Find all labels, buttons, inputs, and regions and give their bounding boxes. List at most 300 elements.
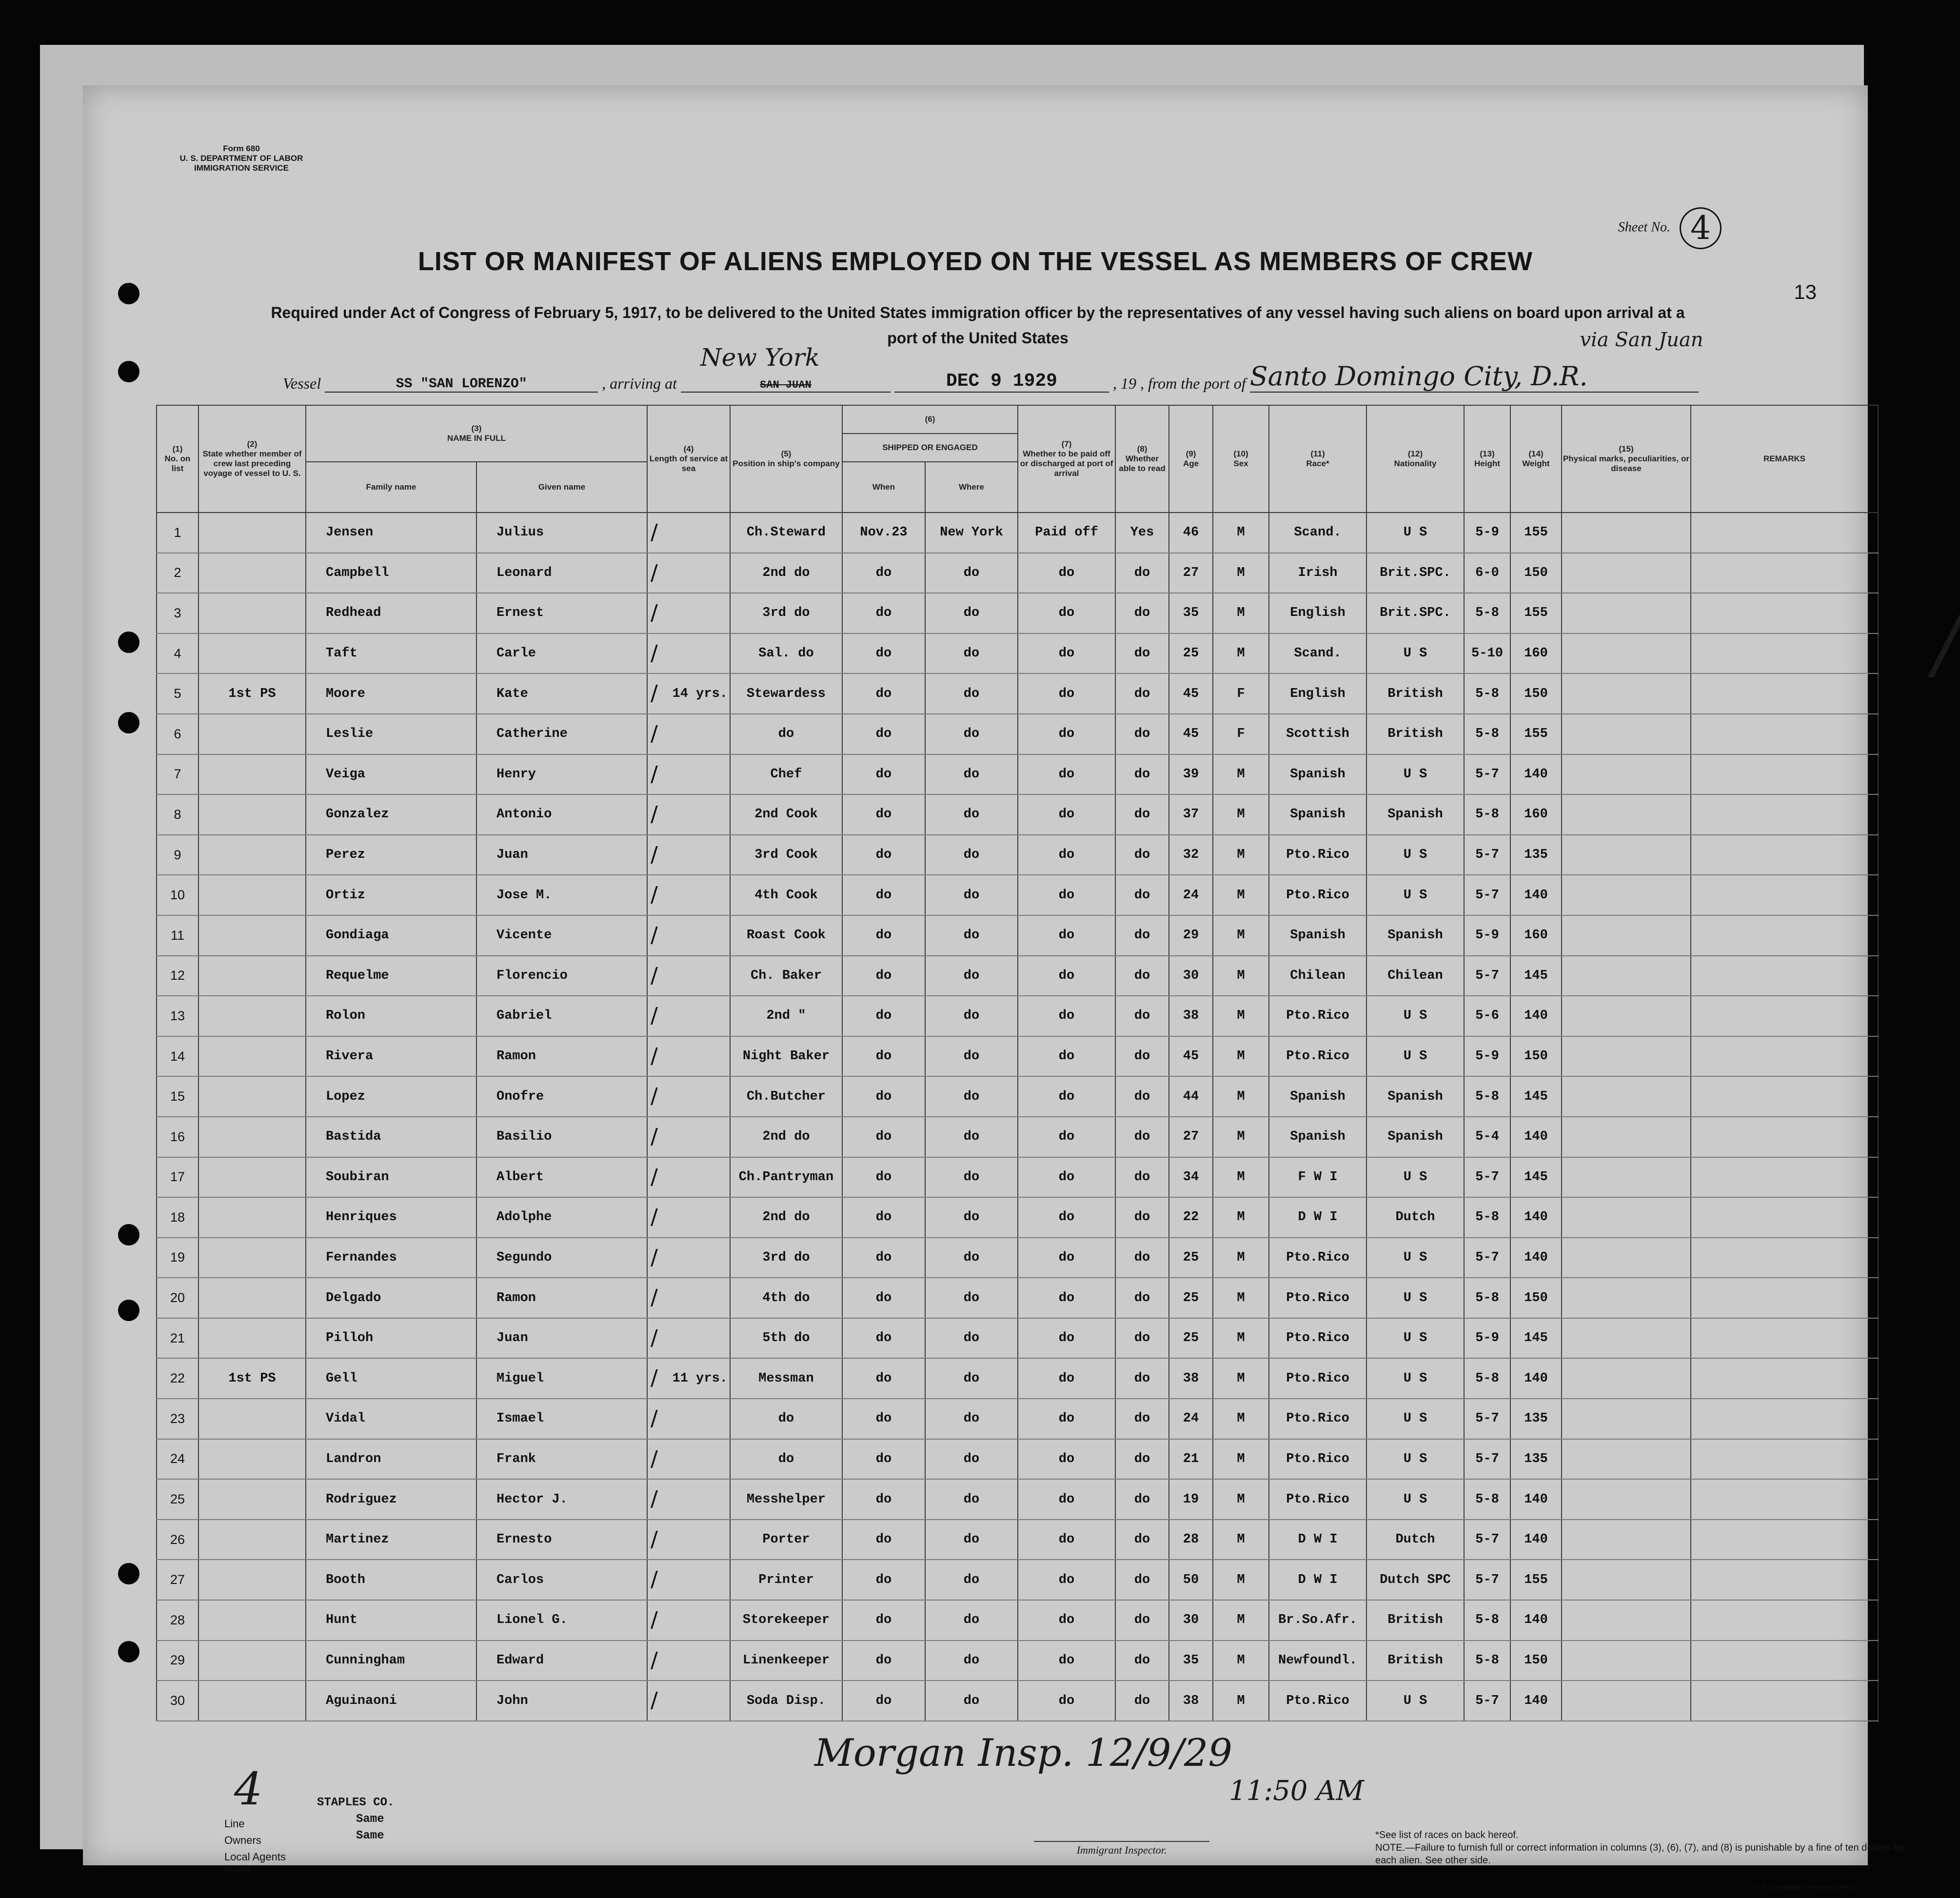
cell-marks [1562, 1520, 1691, 1560]
cell-service [647, 996, 730, 1036]
col-paid-header: (7) Whether to be paid off or discharged at port of arrival [1018, 405, 1115, 513]
checkmark-icon: / [651, 1526, 658, 1552]
cell-nationality: Dutch [1366, 1520, 1464, 1560]
cell-read: do [1115, 754, 1169, 795]
sheet-label: Sheet No. [1618, 219, 1670, 235]
cell-sex: M [1213, 1076, 1269, 1117]
cell-age: 25 [1169, 1278, 1213, 1318]
cell-position: 4th do [730, 1278, 842, 1318]
cell-family: Rivera [306, 1036, 476, 1077]
cell-given: Henry [476, 754, 647, 795]
cell-marks [1562, 754, 1691, 795]
cell-height: 5-9 [1464, 915, 1510, 956]
cell-when: Nov.23 [842, 513, 925, 553]
checkmark-icon: / [651, 1205, 658, 1230]
cell-sex: M [1213, 1439, 1269, 1480]
cell-family: Perez [306, 835, 476, 875]
table-row [157, 996, 1878, 1036]
cell-height: 5-9 [1464, 513, 1510, 553]
table-row [157, 754, 1878, 795]
cell-paid: do [1018, 1117, 1115, 1157]
cell-given: Juan [476, 1318, 647, 1359]
cell-service [647, 1197, 730, 1238]
cell-when: do [842, 1681, 925, 1721]
cell-no: 14 [157, 1036, 198, 1077]
cell-family: Campbell [306, 553, 476, 593]
cell-position: Linenkeeper [730, 1641, 842, 1681]
cell-height: 5-8 [1464, 1600, 1510, 1641]
cell-marks [1562, 1318, 1691, 1359]
cell-weight: 155 [1510, 513, 1562, 553]
cell-sex: M [1213, 1238, 1269, 1278]
cell-marks [1562, 1439, 1691, 1480]
cell-family: Soubiran [306, 1157, 476, 1198]
cell-position: 2nd do [730, 1197, 842, 1238]
cell-remarks [1691, 1641, 1878, 1681]
cell-state [198, 1439, 306, 1480]
cell-given: Ramon [476, 1278, 647, 1318]
cell-sex: M [1213, 553, 1269, 593]
cell-position: do [730, 1399, 842, 1439]
cell-paid: do [1018, 714, 1115, 754]
cell-family: Requelme [306, 956, 476, 996]
cell-position: Storekeeper [730, 1600, 842, 1641]
cell-position: Printer [730, 1560, 842, 1600]
page-subtitle [156, 300, 1800, 351]
cell-where: do [925, 1358, 1018, 1399]
cell-paid: do [1018, 754, 1115, 795]
footer-values [317, 1795, 394, 1844]
cell-marks [1562, 1600, 1691, 1641]
cell-when: do [842, 673, 925, 714]
cell-state [198, 1278, 306, 1318]
vessel-label: Vessel [283, 375, 321, 392]
cell-given: Vicente [476, 915, 647, 956]
col-state-header: (2) State whether member of crew last preceding voyage of vessel to U. S. [198, 405, 306, 513]
cell-paid: Paid off [1018, 513, 1115, 553]
cell-given: Carlos [476, 1560, 647, 1600]
checkmark-icon: / [651, 1365, 658, 1391]
checkmark-icon: / [651, 1164, 658, 1189]
cell-state [198, 1117, 306, 1157]
cell-marks [1562, 1399, 1691, 1439]
cell-marks [1562, 673, 1691, 714]
cell-age: 44 [1169, 1076, 1213, 1117]
cell-remarks [1691, 1318, 1878, 1359]
cell-sex: M [1213, 754, 1269, 795]
cell-read: do [1115, 1600, 1169, 1641]
cell-remarks [1691, 1358, 1878, 1399]
cell-remarks [1691, 1600, 1878, 1641]
cell-read: do [1115, 1560, 1169, 1600]
cell-state [198, 1560, 306, 1600]
cell-nationality: U S [1366, 1479, 1464, 1520]
cell-service [647, 875, 730, 915]
cell-nationality: U S [1366, 835, 1464, 875]
cell-given: Carle [476, 633, 647, 674]
cell-race: Pto.Rico [1269, 875, 1366, 915]
cell-where: do [925, 1641, 1018, 1681]
cell-no: 29 [157, 1641, 198, 1681]
col-position-header: (5) Position in ship's company [730, 405, 842, 513]
cell-family: Booth [306, 1560, 476, 1600]
checkmark-icon: / [651, 560, 658, 585]
cell-remarks [1691, 996, 1878, 1036]
checkmark-icon: / [651, 600, 658, 626]
cell-weight: 140 [1510, 1117, 1562, 1157]
cell-marks [1562, 513, 1691, 553]
cell-family: Pilloh [306, 1318, 476, 1359]
cell-weight: 145 [1510, 1076, 1562, 1117]
cell-no: 15 [157, 1076, 198, 1117]
line-label: Line [224, 1818, 245, 1830]
cell-service [647, 1399, 730, 1439]
cell-race: Spanish [1269, 1076, 1366, 1117]
cell-state [198, 1318, 306, 1359]
cell-marks [1562, 996, 1691, 1036]
cell-height: 5-8 [1464, 1197, 1510, 1238]
cell-paid: do [1018, 553, 1115, 593]
cell-family: Jensen [306, 513, 476, 553]
cell-height: 5-7 [1464, 1560, 1510, 1600]
cell-sex: M [1213, 1157, 1269, 1198]
cell-paid: do [1018, 673, 1115, 714]
cell-where: do [925, 593, 1018, 633]
table-row [157, 1641, 1878, 1681]
cell-given: Edward [476, 1641, 647, 1681]
date-stamp: DEC 9 1929 [894, 371, 1109, 393]
cell-read: do [1115, 1439, 1169, 1480]
cell-remarks [1691, 1157, 1878, 1198]
cell-remarks [1691, 513, 1878, 553]
cell-given: Albert [476, 1157, 647, 1198]
cell-weight: 135 [1510, 835, 1562, 875]
manifest-sheet [83, 85, 1960, 1891]
cell-state [198, 956, 306, 996]
cell-state [198, 1681, 306, 1721]
cell-read: do [1115, 1197, 1169, 1238]
cell-service [647, 915, 730, 956]
cell-position: 2nd do [730, 1117, 842, 1157]
cell-state [198, 1197, 306, 1238]
cell-read: do [1115, 593, 1169, 633]
cell-family: Moore [306, 673, 476, 714]
cell-age: 27 [1169, 553, 1213, 593]
cell-marks [1562, 633, 1691, 674]
cell-read: do [1115, 915, 1169, 956]
cell-weight: 140 [1510, 996, 1562, 1036]
cell-where: do [925, 794, 1018, 835]
margin-mark: / [1934, 597, 1960, 689]
table-row [157, 794, 1878, 835]
cell-no: 10 [157, 875, 198, 915]
cell-when: do [842, 1479, 925, 1520]
checkmark-icon: / [651, 1084, 658, 1109]
cell-sex: M [1213, 1399, 1269, 1439]
table-row [157, 1238, 1878, 1278]
checkmark-icon: / [651, 520, 658, 545]
cell-family: Vidal [306, 1399, 476, 1439]
cell-remarks [1691, 835, 1878, 875]
cell-remarks [1691, 754, 1878, 795]
checkmark-icon: / [651, 1325, 658, 1350]
cell-no: 28 [157, 1600, 198, 1641]
checkmark-icon: / [651, 882, 658, 908]
cell-age: 22 [1169, 1197, 1213, 1238]
cell-no: 16 [157, 1117, 198, 1157]
cell-height: 5-8 [1464, 593, 1510, 633]
cell-paid: do [1018, 915, 1115, 956]
cell-weight: 140 [1510, 754, 1562, 795]
cell-age: 25 [1169, 1238, 1213, 1278]
cell-read: do [1115, 1520, 1169, 1560]
cell-marks [1562, 1076, 1691, 1117]
cell-nationality: U S [1366, 1399, 1464, 1439]
table-row [157, 1076, 1878, 1117]
cell-no: 12 [157, 956, 198, 996]
cell-height: 5-8 [1464, 714, 1510, 754]
checkmark-icon: / [651, 761, 658, 787]
cell-when: do [842, 754, 925, 795]
cell-position: 3rd Cook [730, 835, 842, 875]
table-row [157, 1157, 1878, 1198]
cell-age: 35 [1169, 593, 1213, 633]
cell-height: 5-7 [1464, 1238, 1510, 1278]
col-family-header: Family name [306, 462, 476, 513]
owners-value: Same [356, 1813, 384, 1826]
cell-remarks [1691, 1036, 1878, 1077]
cell-family: Delgado [306, 1278, 476, 1318]
cell-position: Messhelper [730, 1479, 842, 1520]
cell-marks [1562, 1681, 1691, 1721]
cell-read: do [1115, 875, 1169, 915]
cell-where: do [925, 673, 1018, 714]
cell-sex: M [1213, 956, 1269, 996]
from-port [1249, 329, 1703, 393]
col-read-header: (8) Whether able to read [1115, 405, 1169, 513]
cell-sex: F [1213, 673, 1269, 714]
cell-age: 46 [1169, 513, 1213, 553]
cell-height: 5-7 [1464, 875, 1510, 915]
cell-height: 5-7 [1464, 1681, 1510, 1721]
cell-height: 5-8 [1464, 1641, 1510, 1681]
cell-no: 3 [157, 593, 198, 633]
cell-nationality: British [1366, 714, 1464, 754]
cell-when: do [842, 1197, 925, 1238]
table-row [157, 1681, 1878, 1721]
cell-service [647, 1076, 730, 1117]
col-given-header: Given name [476, 462, 647, 513]
cell-sex: M [1213, 633, 1269, 674]
cell-where: New York [925, 513, 1018, 553]
cell-state [198, 794, 306, 835]
cell-given: Florencio [476, 956, 647, 996]
cell-family: Rolon [306, 996, 476, 1036]
note-failure: NOTE.—Failure to furnish full or correct information in columns (3), (6), (7), and (8) is punishable by a fine of ten dollars for each alien. See other side. [1375, 1842, 1904, 1866]
cell-family: Lopez [306, 1076, 476, 1117]
table-row [157, 1036, 1878, 1077]
cell-height: 5-7 [1464, 835, 1510, 875]
cell-family: Leslie [306, 714, 476, 754]
cell-race: D W I [1269, 1560, 1366, 1600]
cell-family: Ortiz [306, 875, 476, 915]
checkmark-icon: / [651, 802, 658, 827]
cell-state [198, 915, 306, 956]
cell-remarks [1691, 1399, 1878, 1439]
cell-position: 3rd do [730, 593, 842, 633]
cell-height: 5-4 [1464, 1117, 1510, 1157]
cell-state [198, 1399, 306, 1439]
cell-race: Pto.Rico [1269, 1439, 1366, 1480]
cell-no: 20 [157, 1278, 198, 1318]
col-no-header: (1) No. on list [157, 405, 198, 513]
cell-family: Gell [306, 1358, 476, 1399]
cell-sex: M [1213, 794, 1269, 835]
cell-position: 2nd do [730, 553, 842, 593]
cell-service [647, 1681, 730, 1721]
cell-read: do [1115, 1076, 1169, 1117]
cell-weight: 145 [1510, 956, 1562, 996]
cell-weight: 150 [1510, 1036, 1562, 1077]
cell-no: 30 [157, 1681, 198, 1721]
footer-labels [224, 1816, 286, 1873]
cell-nationality: U S [1366, 1157, 1464, 1198]
cell-race: Pto.Rico [1269, 1399, 1366, 1439]
cell-age: 45 [1169, 714, 1213, 754]
cell-paid: do [1018, 1076, 1115, 1117]
cell-read: do [1115, 1479, 1169, 1520]
cell-paid: do [1018, 1197, 1115, 1238]
cell-race: Spanish [1269, 754, 1366, 795]
col-name-header: (3) NAME IN FULL [306, 405, 647, 462]
department-name: U. S. DEPARTMENT OF LABOR [179, 154, 303, 163]
arriving-label: , arriving at [602, 375, 677, 392]
cell-age: 38 [1169, 1358, 1213, 1399]
cell-when: do [842, 1439, 925, 1480]
cell-when: do [842, 996, 925, 1036]
cell-where: do [925, 996, 1018, 1036]
cell-position: Soda Disp. [730, 1681, 842, 1721]
cell-when: do [842, 1358, 925, 1399]
cell-paid: do [1018, 1560, 1115, 1600]
cell-service [647, 1318, 730, 1359]
checkmark-icon: / [651, 1285, 658, 1310]
cell-when: do [842, 1076, 925, 1117]
cell-sex: M [1213, 835, 1269, 875]
checkmark-icon: / [651, 1124, 658, 1149]
cell-given: Hector J. [476, 1479, 647, 1520]
cell-height: 6-0 [1464, 553, 1510, 593]
cell-nationality: U S [1366, 513, 1464, 553]
cell-when: do [842, 1117, 925, 1157]
cell-read: do [1115, 1641, 1169, 1681]
cell-age: 30 [1169, 956, 1213, 996]
cell-position: Porter [730, 1520, 842, 1560]
cell-nationality: U S [1366, 1278, 1464, 1318]
cell-given: Jose M. [476, 875, 647, 915]
cell-sex: M [1213, 1197, 1269, 1238]
col-remarks-header: REMARKS [1691, 405, 1878, 513]
arriving-port-struck: SAN JUAN [760, 379, 812, 391]
form-number: Form 680 [223, 144, 260, 153]
line-value: STAPLES CO. [317, 1796, 395, 1809]
cell-where: do [925, 956, 1018, 996]
cell-sex: M [1213, 513, 1269, 553]
cell-height: 5-7 [1464, 1439, 1510, 1480]
cell-given: Juan [476, 835, 647, 875]
cell-marks [1562, 794, 1691, 835]
cell-sex: F [1213, 714, 1269, 754]
checkmark-icon: / [651, 963, 658, 988]
cell-race: D W I [1269, 1520, 1366, 1560]
cell-service [647, 513, 730, 553]
cell-given: Ismael [476, 1399, 647, 1439]
cell-nationality: U S [1366, 1238, 1464, 1278]
cell-when: do [842, 1278, 925, 1318]
cell-nationality: U S [1366, 1681, 1464, 1721]
cell-remarks [1691, 915, 1878, 956]
cell-weight: 145 [1510, 1318, 1562, 1359]
cell-nationality: Spanish [1366, 1117, 1464, 1157]
cell-nationality: U S [1366, 754, 1464, 795]
cell-height: 5-7 [1464, 956, 1510, 996]
cell-weight: 135 [1510, 1399, 1562, 1439]
cell-age: 35 [1169, 1641, 1213, 1681]
cell-service [647, 1600, 730, 1641]
cell-read: do [1115, 956, 1169, 996]
cell-state [198, 1479, 306, 1520]
cell-given: Leonard [476, 553, 647, 593]
cell-height: 5-8 [1464, 1278, 1510, 1318]
cell-where: do [925, 875, 1018, 915]
cell-age: 37 [1169, 794, 1213, 835]
cell-race: Br.So.Afr. [1269, 1600, 1366, 1641]
cell-when: do [842, 1600, 925, 1641]
cell-paid: do [1018, 1238, 1115, 1278]
cell-position: Sal. do [730, 633, 842, 674]
punch-hole [118, 712, 139, 733]
cell-given: Basilio [476, 1117, 647, 1157]
cell-given: Gabriel [476, 996, 647, 1036]
cell-paid: do [1018, 1157, 1115, 1198]
col-where-header: Where [925, 462, 1018, 513]
cell-state [198, 1641, 306, 1681]
cell-remarks [1691, 1076, 1878, 1117]
cell-where: do [925, 1600, 1018, 1641]
cell-where: do [925, 1157, 1018, 1198]
table-row [157, 1197, 1878, 1238]
cell-read: do [1115, 794, 1169, 835]
cell-state [198, 593, 306, 633]
cell-nationality: U S [1366, 1036, 1464, 1077]
cell-nationality: U S [1366, 1318, 1464, 1359]
cell-position: do [730, 1439, 842, 1480]
cell-weight: 150 [1510, 1641, 1562, 1681]
cell-when: do [842, 1560, 925, 1600]
cell-no: 26 [157, 1520, 198, 1560]
table-row [157, 1399, 1878, 1439]
cell-height: 5-8 [1464, 1479, 1510, 1520]
cell-remarks [1691, 1479, 1878, 1520]
cell-service [647, 633, 730, 674]
cell-family: Cunningham [306, 1641, 476, 1681]
cell-no: 13 [157, 996, 198, 1036]
cell-given: Segundo [476, 1238, 647, 1278]
cell-remarks [1691, 1238, 1878, 1278]
cell-paid: do [1018, 1681, 1115, 1721]
table-row [157, 1278, 1878, 1318]
sheet-number: 4 [1680, 207, 1722, 249]
